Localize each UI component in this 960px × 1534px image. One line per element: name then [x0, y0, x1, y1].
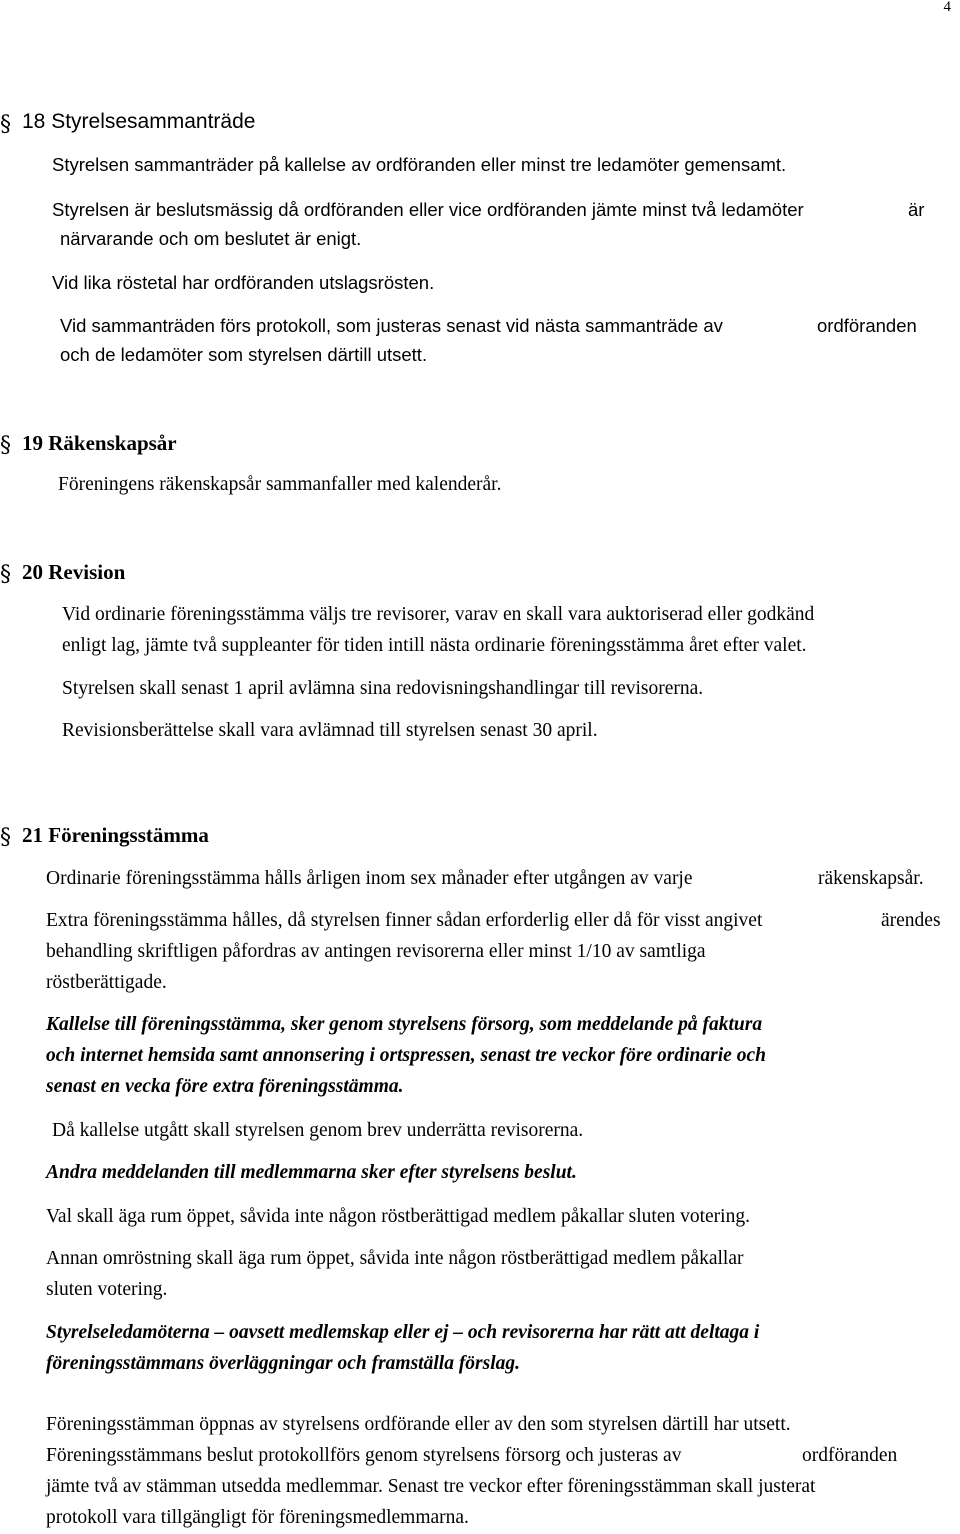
- paragraph-line: behandling skriftligen påfordras av antingen revisorerna eller minst 1/10 av samtliga: [46, 941, 706, 962]
- paragraph-line: enligt lag, jämte två suppleanter för tiden intill nästa ordinarie föreningsstämma året efter valet.: [62, 635, 807, 656]
- paragraph-line: Vid ordinarie föreningsstämma väljs tre revisorer, varav en skall vara auktoriserad eller godkänd: [62, 604, 815, 625]
- paragraph-line: Föreningsstämman öppnas av styrelsens ordförande eller av den som styrelsen därtill har utsett.: [46, 1414, 791, 1435]
- paragraph-line: Föreningens räkenskapsår sammanfaller med kalenderår.: [58, 474, 502, 495]
- paragraph-line: protokoll vara tillgängligt för föreningsmedlemmarna.: [46, 1507, 469, 1528]
- emphasis-line: och internet hemsida samt annonsering i ortspressen, senast tre veckor före ordinarie och: [46, 1045, 766, 1066]
- page-number: 4: [943, 0, 951, 15]
- emphasis-line: föreningsstämmans överläggningar och framställa förslag.: [46, 1353, 521, 1374]
- paragraph-line: och de ledamöter som styrelsen därtill utsett.: [60, 344, 428, 365]
- section-symbol: §: [0, 825, 11, 850]
- section-symbol: §: [0, 562, 11, 587]
- emphasis-line: Styrelseledamöterna – oavsett medlemskap eller ej – och revisorerna har rätt att deltaga i: [46, 1322, 760, 1343]
- section-symbol: §: [0, 112, 11, 137]
- paragraph-line: Extra föreningsstämma hålles, då styrelsen finner sådan erforderlig eller då för visst angivet: [46, 910, 763, 931]
- section-symbol: §: [0, 433, 11, 458]
- paragraph-line: Styrelsen skall senast 1 april avlämna sina redovisningshandlingar till revisorerna.: [62, 678, 704, 699]
- paragraph-line: Styrelsen är beslutsmässig då ordföranden eller vice ordföranden jämte minst två ledamöter: [52, 199, 804, 220]
- paragraph-line: är: [908, 199, 925, 220]
- paragraph-line: ordföranden: [817, 315, 917, 336]
- paragraph-line: närvarande och om beslutet är enigt.: [60, 228, 362, 249]
- paragraph-line: röstberättigade.: [46, 972, 167, 993]
- paragraph-line: sluten votering.: [46, 1279, 168, 1300]
- paragraph-line: Revisionsberättelse skall vara avlämnad till styrelsen senast 30 april.: [62, 720, 598, 741]
- emphasis-line: Andra meddelanden till medlemmarna sker efter styrelsens beslut.: [46, 1162, 577, 1183]
- emphasis-line: senast en vecka före extra föreningsstämma.: [46, 1076, 404, 1097]
- section-21-heading: 21 Föreningsstämma: [22, 823, 209, 847]
- paragraph-line: Då kallelse utgått skall styrelsen genom brev underrätta revisorerna.: [52, 1120, 584, 1141]
- section-20-heading: 20 Revision: [22, 560, 126, 584]
- emphasis-line: Kallelse till föreningsstämma, sker genom styrelsens försorg, som meddelande på faktura: [46, 1014, 763, 1035]
- paragraph-line: Val skall äga rum öppet, såvida inte någon röstberättigad medlem påkallar sluten votering.: [46, 1206, 750, 1227]
- paragraph-line: räkenskapsår.: [818, 868, 924, 889]
- section-18-heading: 18 Styrelsesammanträde: [22, 110, 256, 133]
- paragraph-line: ordföranden: [802, 1445, 898, 1466]
- paragraph-line: jämte två av stämman utsedda medlemmar. Senast tre veckor efter föreningsstämman skall justerat: [46, 1476, 816, 1497]
- paragraph-line: Ordinarie föreningsstämma hålls årligen inom sex månader efter utgången av varje: [46, 868, 693, 889]
- paragraph-line: Styrelsen sammanträder på kallelse av ordföranden eller minst tre ledamöter gemensamt.: [52, 154, 787, 175]
- section-19-heading: 19 Räkenskapsår: [22, 431, 177, 455]
- paragraph-line: Vid lika röstetal har ordföranden utslagsrösten.: [52, 272, 435, 293]
- paragraph-line: Vid sammanträden förs protokoll, som justeras senast vid nästa sammanträde av: [60, 315, 723, 336]
- paragraph-line: Annan omröstning skall äga rum öppet, såvida inte någon röstberättigad medlem påkallar: [46, 1248, 744, 1269]
- paragraph-line: Föreningsstämmans beslut protokollförs genom styrelsens försorg och justeras av: [46, 1445, 682, 1466]
- paragraph-line: ärendes: [881, 910, 941, 931]
